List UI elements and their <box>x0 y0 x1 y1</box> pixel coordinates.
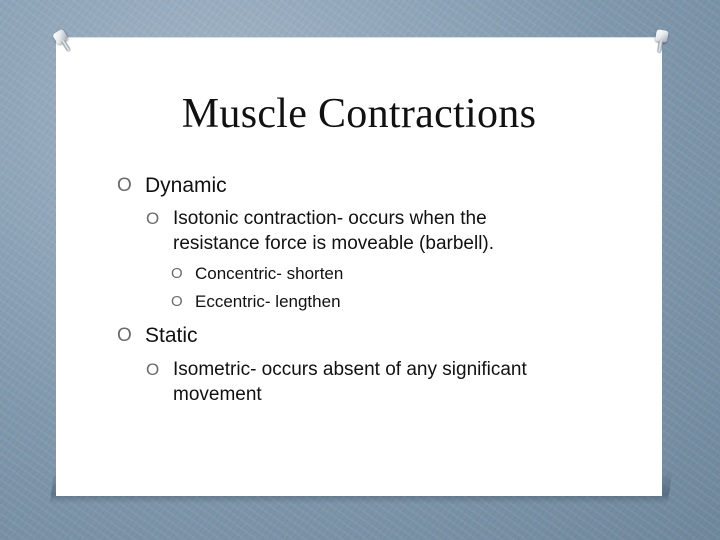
bullet-icon: O <box>117 175 132 196</box>
pushpin-stem <box>657 40 663 53</box>
bullet-text: Eccentric- lengthen <box>195 292 341 311</box>
pushpin-stem <box>61 39 71 51</box>
bullet-item-static <box>117 323 198 349</box>
bullet-text: Dynamic <box>145 174 227 197</box>
bullet-item-concentric <box>171 263 343 285</box>
bullet-icon: O <box>117 325 132 346</box>
pushpin-icon <box>652 29 670 53</box>
bullet-text: Concentric- shorten <box>195 264 344 283</box>
bullet-text-line: resistance force is moveable (barbell). <box>173 233 495 254</box>
bullet-text: Static <box>145 324 198 347</box>
bullet-icon: O <box>171 293 183 310</box>
bullet-item-isometric <box>146 357 527 407</box>
slide-title: Muscle Contractions <box>181 91 537 137</box>
bullet-text-block <box>173 206 494 256</box>
bullet-text-line: movement <box>173 384 262 405</box>
bullet-icon: O <box>146 209 160 228</box>
bullet-text-line: Isotonic contraction- occurs when the <box>173 208 487 229</box>
bullet-icon: O <box>146 360 160 379</box>
bullet-item-eccentric <box>171 291 341 313</box>
bullet-item-dynamic <box>117 173 227 199</box>
bullet-icon: O <box>171 265 183 282</box>
bullet-text-block <box>173 357 527 407</box>
bullet-item-isotonic <box>146 206 494 256</box>
bullet-text-line: Isometric- occurs absent of any significant <box>173 359 527 380</box>
